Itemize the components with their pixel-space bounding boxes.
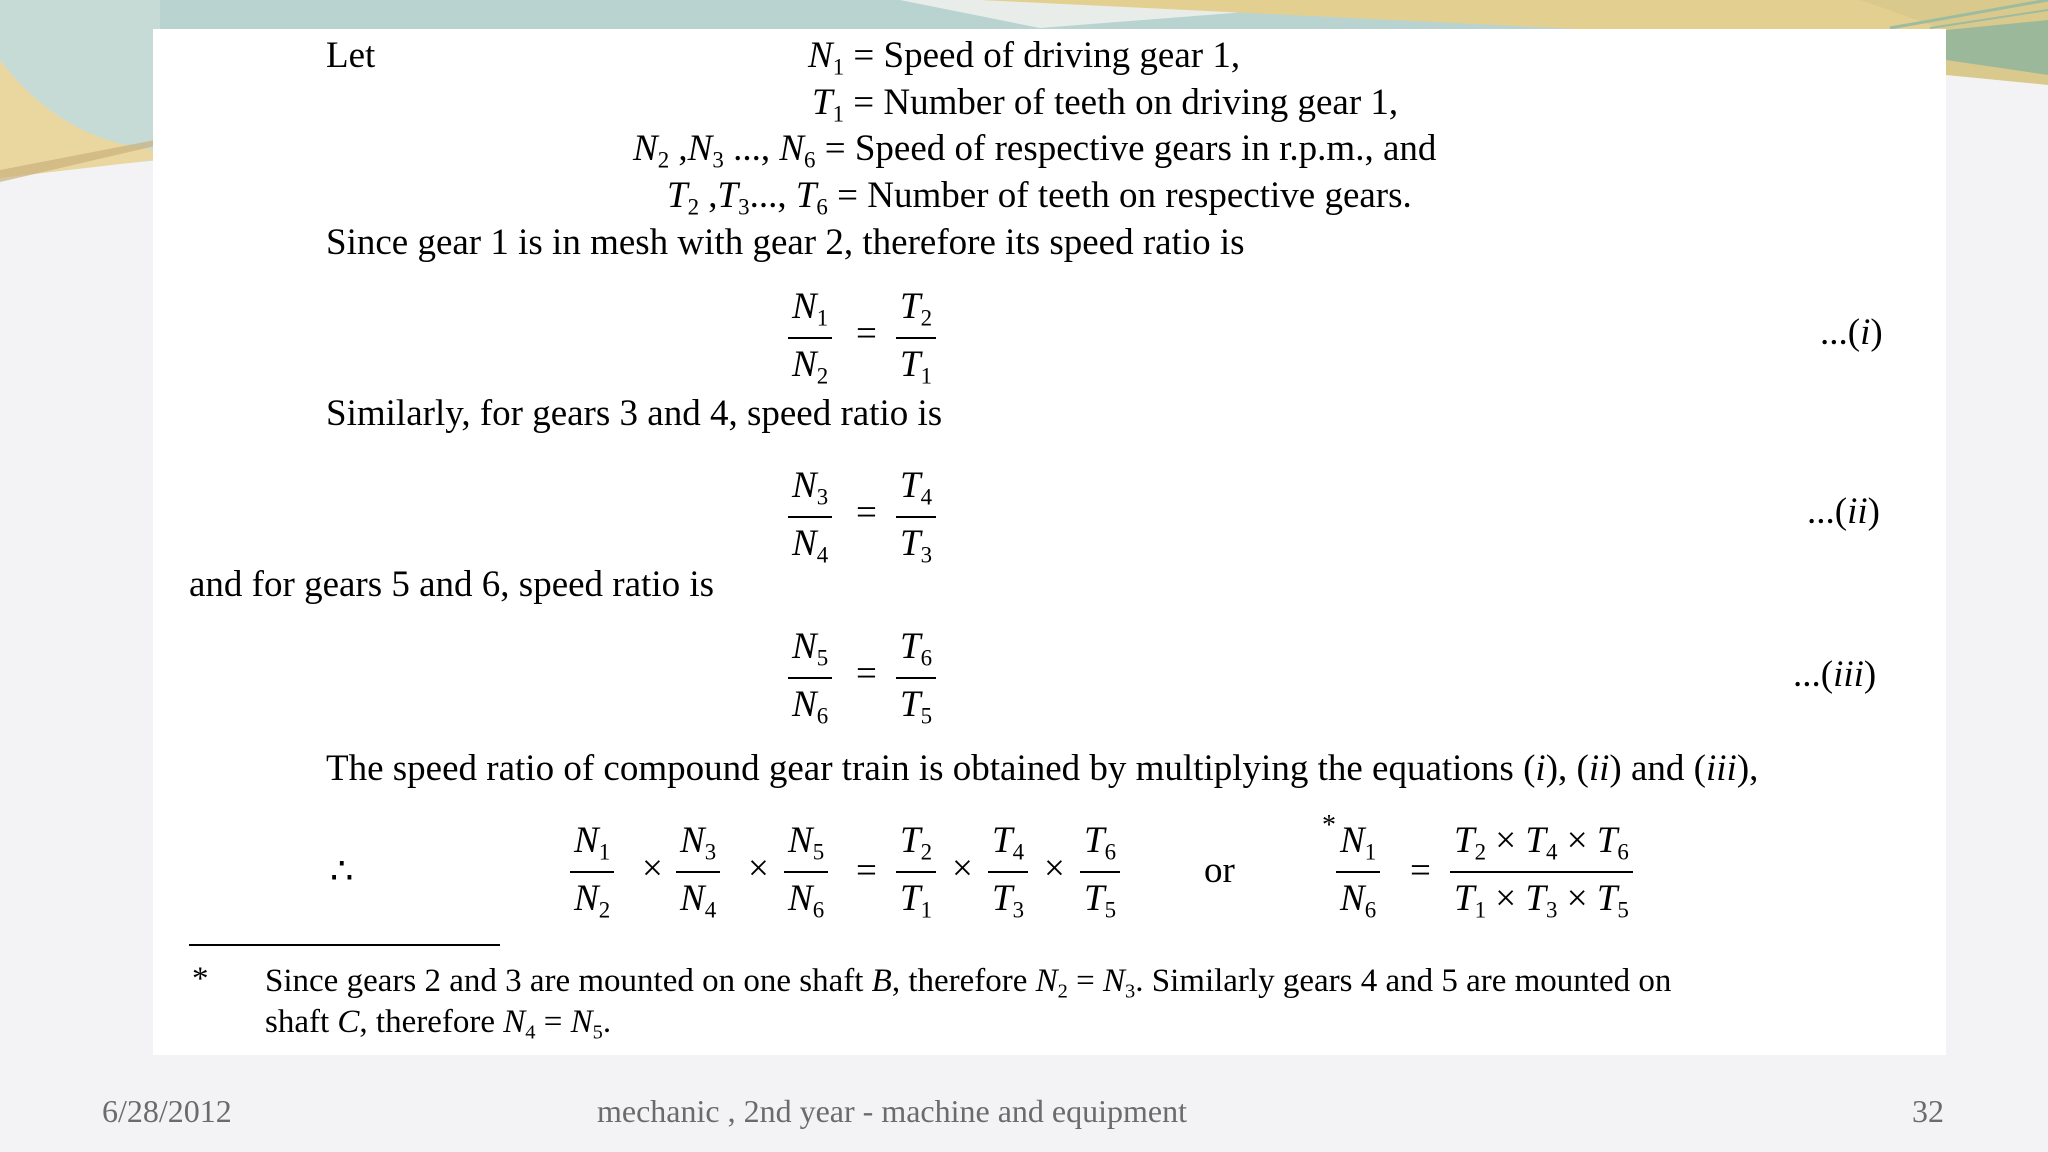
definition-t1: T1 = Number of teeth on driving gear 1, bbox=[812, 82, 1399, 127]
eq1-lhs-fraction: $\frac{N1}{N2}$ bbox=[788, 288, 832, 389]
footer-date: 6/28/2012 bbox=[102, 1093, 232, 1129]
final-rhs-fraction-2: $\frac{T4}{T3}$ bbox=[988, 822, 1028, 923]
footnote-star-marker: * bbox=[1322, 810, 1336, 841]
times-operator: × bbox=[642, 848, 663, 889]
final-alt-rhs-fraction: $\frac{T2 \times T4 \times T6}{T1 \times T3 \times T5}$ bbox=[1450, 822, 1633, 923]
eq1-equals: = bbox=[856, 313, 877, 354]
final-lhs-fraction-3: $\frac{N5}{N6}$ bbox=[784, 822, 828, 923]
final-alt-lhs-fraction: $\frac{N1}{N6}$ bbox=[1336, 822, 1380, 923]
eq1-rhs-fraction: $\frac{T2}{T1}$ bbox=[896, 288, 936, 389]
let-label: Let bbox=[326, 35, 376, 76]
definition-n1: N1 = Speed of driving gear 1, bbox=[808, 35, 1241, 80]
or-label: or bbox=[1204, 850, 1235, 891]
definition-t-teeth: T2 ,T3..., T6 = Number of teeth on respective gears. bbox=[667, 175, 1412, 220]
eq2-lhs-fraction: $\frac{N3}{N4}$ bbox=[788, 467, 832, 568]
therefore-symbol: ∴ bbox=[330, 851, 354, 892]
times-operator: × bbox=[748, 848, 769, 889]
compound-line: The speed ratio of compound gear train is obtained by multiplying the equations (i), (ii) and (iii), bbox=[326, 748, 1759, 789]
and-line: and for gears 5 and 6, speed ratio is bbox=[189, 564, 715, 605]
eq2-tag: ...(ii) bbox=[1807, 491, 1880, 532]
page-number: 32 bbox=[1912, 1093, 1944, 1129]
since-line: Since gear 1 is in mesh with gear 2, therefore its speed ratio is bbox=[326, 222, 1245, 263]
eq3-rhs-fraction: $\frac{T6}{T5}$ bbox=[896, 628, 936, 729]
times-operator: × bbox=[952, 848, 973, 889]
final-lhs-fraction-2: $\frac{N3}{N4}$ bbox=[676, 822, 720, 923]
definition-n-speeds: N2 ,N3 ..., N6 = Speed of respective gears in r.p.m., and bbox=[633, 128, 1437, 173]
footnote-asterisk: * bbox=[192, 961, 209, 997]
footnote-line-1: Since gears 2 and 3 are mounted on one shaft B, therefore N2 = N3. Similarly gears 4 and 5 are mounted on bbox=[265, 963, 1672, 1003]
final-rhs-fraction-3: $\frac{T6}{T5}$ bbox=[1080, 822, 1120, 923]
times-operator: × bbox=[1044, 848, 1065, 889]
eq3-equals: = bbox=[856, 653, 877, 694]
eq3-tag: ...(iii) bbox=[1793, 654, 1877, 695]
final-equals: = bbox=[856, 850, 877, 891]
similarly-line: Similarly, for gears 3 and 4, speed ratio is bbox=[326, 393, 943, 434]
final-alt-equals: = bbox=[1410, 850, 1431, 891]
final-rhs-fraction-1: $\frac{T2}{T1}$ bbox=[896, 822, 936, 923]
eq1-tag: ...(i) bbox=[1820, 312, 1883, 353]
final-lhs-fraction-1: $\frac{N1}{N2}$ bbox=[570, 822, 614, 923]
eq2-equals: = bbox=[856, 492, 877, 533]
eq2-rhs-fraction: $\frac{T4}{T3}$ bbox=[896, 467, 936, 568]
eq3-lhs-fraction: $\frac{N5}{N6}$ bbox=[788, 628, 832, 729]
footer-title: mechanic , 2nd year - machine and equipment bbox=[597, 1093, 1187, 1129]
footnote-line-2: shaft C, therefore N4 = N5. bbox=[265, 1004, 612, 1044]
footnote-divider bbox=[189, 944, 500, 946]
